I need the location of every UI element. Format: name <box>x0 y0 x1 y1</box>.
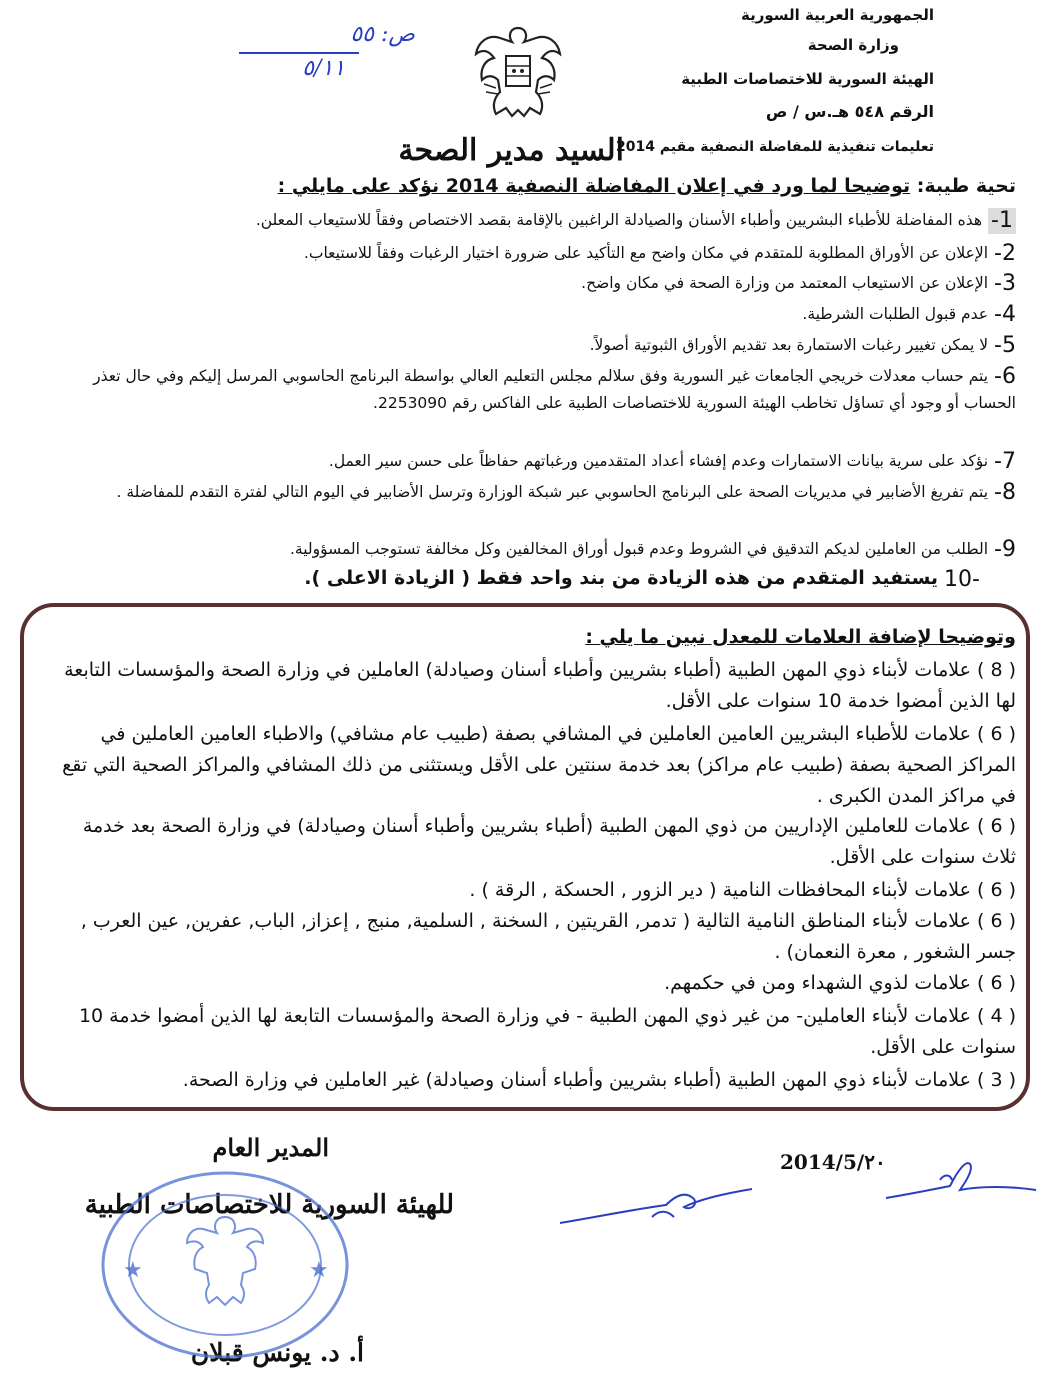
list-item <box>56 363 1016 416</box>
marks-box-title: وتوضيحا لإضافة العلامات للمعدل نبين ما يلي : <box>585 626 1016 648</box>
item-text: يستفيد المتقدم من هذه الزيادة من بند واحد فقط ( الزيادة الاعلى ). <box>304 567 939 589</box>
syrian-eagle-emblem-icon <box>470 18 566 122</box>
item-text: عدم قبول الطلبات الشرطية. <box>802 305 989 323</box>
greeting-prefix: تحية طيبة: <box>916 175 1016 197</box>
list-item <box>56 332 1016 359</box>
marks-entry: ( 3 ) علامات لأبناء ذوي المهن الطبية (أطباء بشريين وأطباء أسنان وصيادلة) غير العاملين في وزارة الصحة. <box>182 1069 1016 1091</box>
item-number: 5- <box>994 333 1016 358</box>
item-number: 4- <box>994 302 1016 327</box>
list-item <box>56 270 1016 297</box>
signature-title: المدير العام <box>212 1133 329 1162</box>
marks-entry: ( 6 ) علامات للعاملين الإداريين من ذوي المهن الطبية (أطباء بشريين وأطباء أسنان وصيادلة) في وزارة الصحة بعد خدمة ثلاث سنوات على الأقل. <box>82 815 1016 868</box>
subject-line: تعليمات تنفيذية للمفاضلة النصفية مقيم 2014 <box>616 139 934 155</box>
list-item <box>56 240 1016 267</box>
signature-scribble-icon <box>880 1150 1040 1210</box>
handwritten-note <box>215 16 415 86</box>
greeting <box>278 175 1016 197</box>
marks-entry: ( 6 ) علامات لذوي الشهداء ومن في حكمهم. <box>664 972 1016 994</box>
signature-date: 2014/5/٢٠ <box>780 1150 886 1174</box>
handwritten-note-line2: ٥/١١ <box>302 56 345 81</box>
item-text: يتم تفريغ الأضابير في مديريات الصحة على البرنامج الحاسوبي عبر شبكة الوزارة وترسل الأضابير في اليوم التالي لفترة التقدم للمفاضلة . <box>116 483 989 501</box>
recipient-title: السيد مدير الصحة <box>398 133 624 168</box>
item-number: -10 <box>944 567 980 592</box>
signature-name: أ. د. يونس قبلان <box>190 1338 364 1367</box>
list-item <box>56 448 1016 475</box>
item-text: الإعلان عن الأوراق المطلوبة للمتقدم في مكان واضح مع التأكيد على ضرورة اختيار الرغبات وفقاً للاستيعاب. <box>303 244 989 262</box>
header-ref-number: الرقم ٥٤٨ هـ.س / ص <box>765 102 934 121</box>
marks-entry: ( 6 ) علامات لأبناء المحافظات النامية ( دير الزور , الحسكة , الرقة ) . <box>469 879 1016 901</box>
item-number: 3- <box>994 271 1016 296</box>
list-item <box>20 565 980 593</box>
item-number: 6- <box>994 364 1016 389</box>
item-text: نؤكد على سرية بيانات الاستمارات وعدم إفشاء أعداد المتقدمين ورغباتهم حفاظاً على حسن سير العمل. <box>328 452 989 470</box>
marks-entry: ( 6 ) علامات للأطباء البشريين العامين العاملين في المشافي بصفة (طبيب عام مشافي) والاطباء العامين العاملين في المراكز الصحية بصفة (طبيب عام مراكز) بعد خدمة سنتين على الأقل ويستثنى من ذلك المشافي والمراكز الصحية التي تقع في مراكز المدن الكبرى . <box>62 723 1016 807</box>
item-text: لا يمكن تغيير رغبات الاستمارة بعد تقديم الأوراق الثبوتية أصولاً. <box>589 336 989 354</box>
header-ministry: وزارة الصحة <box>807 36 899 54</box>
signature-scribble-icon <box>556 1165 756 1235</box>
list-item <box>56 207 1016 234</box>
list-item <box>56 536 1016 563</box>
list-item <box>56 301 1016 328</box>
svg-text:★: ★ <box>123 1258 143 1283</box>
list-item <box>56 479 1016 506</box>
marks-entry: ( 8 ) علامات لأبناء ذوي المهن الطبية (أطباء بشريين وأطباء أسنان وصيادلة) العاملين في وزارة الصحة والمؤسسات التابعة لها الذين أمضوا خدمة 10 سنوات على الأقل. <box>64 659 1016 712</box>
item-text: الطلب من العاملين لديكم التدقيق في الشروط وعدم قبول أوراق المخالفين وكل مخالفة تستوجب المسؤولية. <box>290 540 989 558</box>
item-text: الإعلان عن الاستيعاب المعتمد من وزارة الصحة في مكان واضح. <box>581 274 989 292</box>
svg-text:★: ★ <box>309 1258 329 1283</box>
handwritten-note-line1: ص: ٥٥ <box>350 22 415 47</box>
greeting-text: توضيحا لما ورد في إعلان المفاضلة النصفية 2014 نؤكد على مايلي : <box>277 175 911 197</box>
marks-entry: ( 4 ) علامات لأبناء العاملين- من غير ذوي المهن الطبية - في وزارة الصحة والمؤسسات التابعة لها الذين أمضوا خدمة 10 سنوات على الأقل. <box>78 1005 1016 1058</box>
header-republic: الجمهورية العربية السورية <box>741 6 934 24</box>
item-number: 2- <box>994 241 1016 266</box>
item-number: 9- <box>994 537 1016 562</box>
official-stamp-icon <box>95 1165 355 1365</box>
item-number: 7- <box>994 449 1016 474</box>
item-text: هذه المفاضلة للأطباء البشريين وأطباء الأسنان والصيادلة الراغبين بالإقامة بقصد الاختصاص وفقاً للاستيعاب المعلن. <box>255 211 983 229</box>
header-board: الهيئة السورية للاختصاصات الطبية <box>681 70 934 88</box>
item-text: يتم حساب معدلات خريجي الجامعات غير السورية وفق سلالم مجلس التعليم العالي بواسطة البرنامج الحاسوبي المرسل إليكم وفي حال تعذر الحساب أو وجود أي تساؤل تخاطب الهيئة السورية للاختصاصات الطبية على الفاكس رقم 2253090. <box>93 367 1016 412</box>
marks-entry: ( 6 ) علامات لأبناء المناطق النامية التالية ( تدمر, القريتين , السخنة , السلمية, منبج , إعزاز, الباب, عفرين, عين العرب , جسر الشغور , معرة النعمان) . <box>80 910 1016 963</box>
item-number: 8- <box>994 480 1016 505</box>
signature-org: للهيئة السورية للاختصاصات الطبية <box>84 1190 454 1220</box>
item-number: 1- <box>988 208 1016 234</box>
